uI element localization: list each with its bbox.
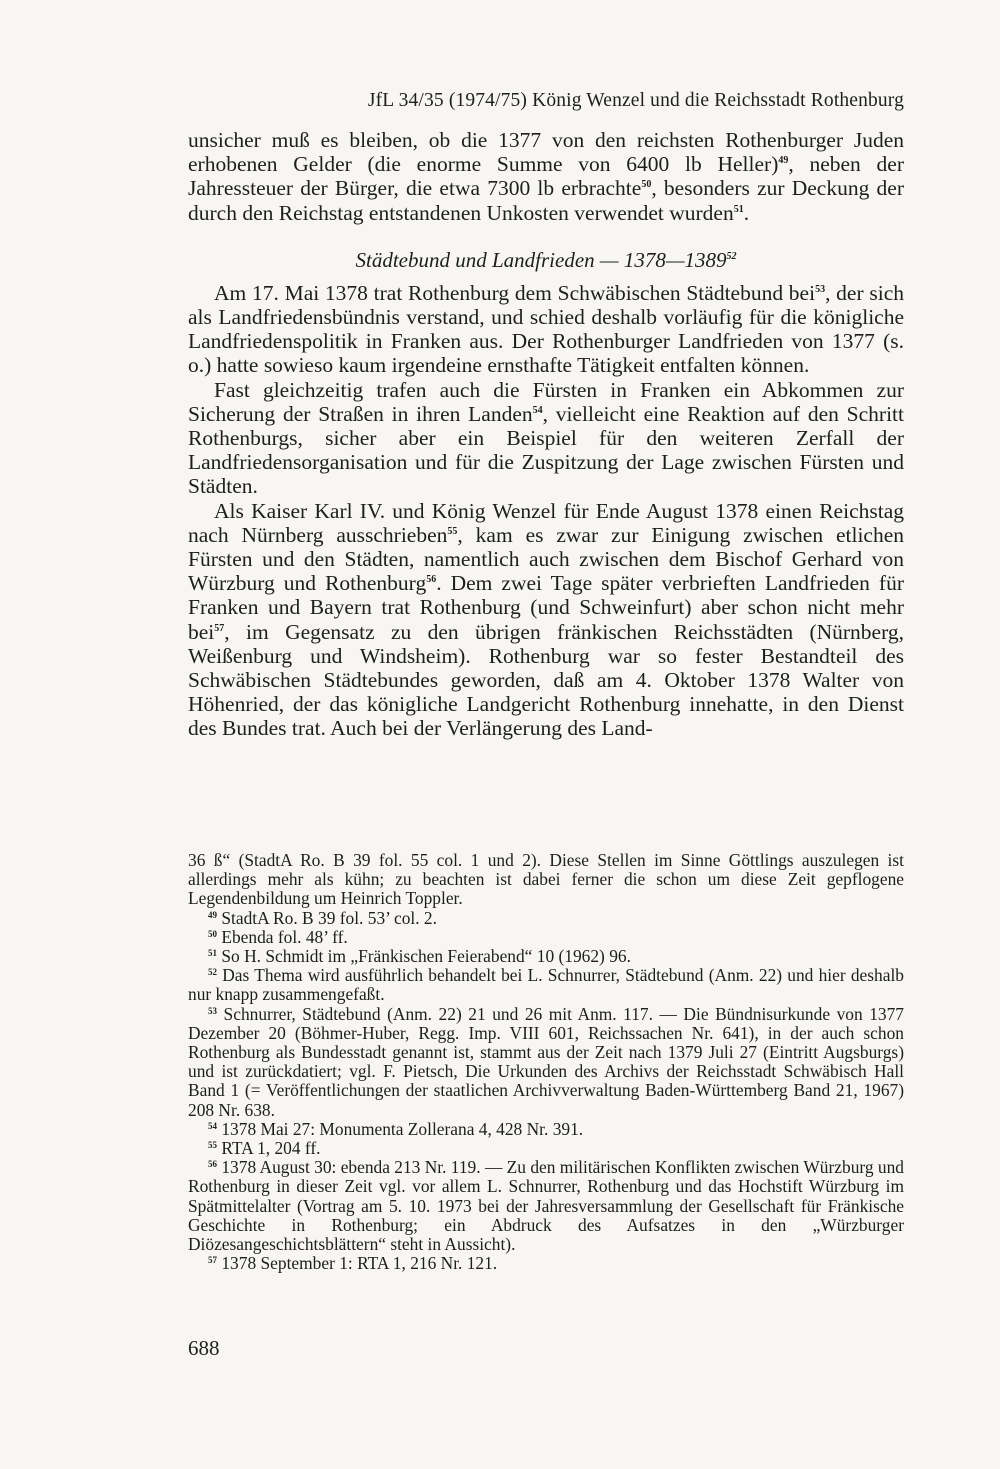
footnote-text: Ebenda fol. 48’ ff. (221, 926, 348, 947)
paragraph (188, 378, 904, 499)
footnote (188, 966, 904, 1004)
footnote-text: Schnurrer, Städtebund (Anm. 22) 21 und 26 mit Anm. 117. — Die Bündnisurkunde von 1377 Dezember 20 (Böhmer-Huber, Regg. Imp. VIII 601, Reichssachen Nr. 641), in der auch schon Rothenburg als Bundesstadt genannt ist, stammt aus der Zeit nach 1379 Juli 27 (Eintritt Augsburgs) und ist zurückdatiert; vgl. F. Pietsch, Die Urkunden des Archivs der Reichsstadt Schwäbisch Hall Band 1 (= Veröffentlichungen der staatlichen Archivverwaltung Baden-Württemberg Band 21, 1967) 208 Nr. 638. (188, 1003, 904, 1120)
text-run: , im Gegensatz zu den übrigen fränkischen Reichsstädten (Nürnberg, Weißenburg und Windsheim). Rothenburg war so fester Bestandteil des Schwäbischen Städtebundes geworden, daß am 4. Oktober 1378 Walter von Höhenried, der das königliche Landgericht Rothenburg innehatte, in den Dienst des Bundes trat. Auch bei der Verlängerung des Land- (188, 619, 904, 741)
footnote (188, 1139, 904, 1158)
paragraph (188, 281, 904, 378)
text-run: . (743, 200, 750, 225)
footnote-number: 55 (208, 1140, 217, 1151)
footnote-text: Das Thema wird ausführlich behandelt bei L. Schnurrer, Städtebund (Anm. 22) und hier deshalb nur knapp zusammengefaßt. (188, 965, 904, 1005)
footnote (188, 1005, 904, 1120)
text-run: , der sich als Landfriedensbündnis verstand, und schied deshalb vorläufig für die königliche Landfriedenspolitik in Franken aus. Der Rothenburger Landfrieden von 1377 (s. o.) hatte sowieso kaum irgendeine ernsthafte Tätigkeit entfalten können. (188, 280, 904, 378)
text-run: , besonders zur Deckung der durch den Reichstag entstandenen Unkosten verwendet wurden (188, 176, 904, 225)
footnote-ref[interactable]: 53 (815, 283, 826, 295)
text-run: Fast gleichzeitig trafen auch die Fürsten in Franken ein Abkommen zur Sicherung der Straßen in ihren Landen (188, 377, 904, 426)
footnote (188, 1254, 904, 1273)
footnote-text: 1378 Mai 27: Monumenta Zollerana 4, 428 Nr. 391. (221, 1118, 584, 1139)
text-run: Am 17. Mai 1378 trat Rothenburg dem Schwäbischen Städtebund bei (214, 280, 816, 305)
footnote-text: RTA 1, 204 ff. (221, 1138, 321, 1159)
footnote-number: 53 (208, 1005, 217, 1016)
text-run: . Dem zwei Tage später verbrieften Landfrieden für Franken und Bayern trat Rothenburg (und Schweinfurt) aber schon nicht mehr bei (188, 571, 904, 644)
footnote-number: 49 (208, 909, 217, 920)
footnote-text: 1378 September 1: RTA 1, 216 Nr. 121. (221, 1253, 498, 1274)
footnote-ref[interactable]: 50 (641, 179, 652, 191)
footnote-ref[interactable]: 55 (447, 525, 458, 537)
footnote-text: StadtA Ro. B 39 fol. 53’ col. 2. (221, 907, 437, 928)
footnote-ref[interactable]: 56 (426, 574, 437, 586)
paragraph-continued (188, 128, 904, 225)
section-heading (188, 248, 904, 272)
footnote (188, 928, 904, 947)
footnote (188, 947, 904, 966)
footnote-number: 57 (208, 1255, 217, 1266)
footnote-ref[interactable]: 52 (726, 250, 737, 262)
footnote-ref[interactable]: 51 (733, 203, 744, 215)
text-run: , kam es zwar zur Einigung zwischen etlichen Fürsten und den Städten, namentlich auch zwischen dem Bischof Gerhard von Würzburg und Rothenburg (188, 522, 905, 596)
text-run: Als Kaiser Karl IV. und König Wenzel für Ende August 1378 einen Reichstag nach Nürnberg ausschrieben (188, 498, 904, 547)
section-heading-text: Städtebund und Landfrieden — 1378—1389 (355, 247, 727, 272)
footnote-number: 51 (208, 948, 217, 959)
page-number: 688 (188, 1336, 220, 1360)
footnote (188, 1120, 904, 1139)
footnote-ref[interactable]: 49 (778, 155, 789, 167)
footnote-ref[interactable]: 54 (532, 404, 543, 416)
footnote (188, 909, 904, 928)
paragraph (188, 499, 904, 741)
text-run: unsicher muß es bleiben, ob die 1377 von den reichsten Rothenburger Juden erhobenen Gelder (die enorme Summe von 6400 lb Heller) (188, 128, 904, 177)
footnote-text: So H. Schmidt im „Fränkischen Feierabend“ 10 (1962) 96. (221, 946, 631, 967)
footnote-continued: 36 ß“ (StadtA Ro. B 39 fol. 55 col. 1 und 2). Diese Stellen im Sinne Göttlings auszulegen ist allerdings mehr als kühn; zu beachten ist dabei ferner die schon um diese Zeit gepflogene Legendenbildung um Heinrich Toppler. (188, 850, 904, 909)
footnote (188, 1158, 904, 1254)
footnote-number: 50 (208, 928, 217, 939)
text-run: , vielleicht eine Reaktion auf den Schritt Rothenburgs, sicher aber ein Beispiel für den weiteren Zerfall der Landfriedensorganisation und für die Zuspitzung der Lage zwischen Fürsten und Städten. (188, 401, 904, 499)
footnote-number: 54 (208, 1120, 217, 1131)
text-run: , neben der Jahressteuer der Bürger, die etwa 7300 lb erbrachte (188, 152, 904, 201)
footnote-text: 1378 August 30: ebenda 213 Nr. 119. — Zu den militärischen Konflikten zwischen Würzburg und Rothenburg in dieser Zeit vgl. vor allem L. Schnurrer, Rothenburg und das Hochstift Würzburg im Spätmittelalter (Vortrag am 5. 10. 1973 bei der Jahresversammlung der Gesellschaft für Fränkische Geschichte in Rothenburg; ein Abdruck des Aufsatzes in den „Würzburger Diözesangeschichtsblättern“ steht in Aussicht). (188, 1157, 904, 1255)
footnote-ref[interactable]: 57 (214, 622, 225, 634)
footnote-number: 56 (208, 1159, 217, 1170)
footnotes (188, 851, 904, 1273)
footnote-number: 52 (208, 967, 217, 978)
running-head: JfL 34/35 (1974/75) König Wenzel und die Reichsstadt Rothenburg (367, 90, 904, 111)
main-text (188, 128, 904, 741)
